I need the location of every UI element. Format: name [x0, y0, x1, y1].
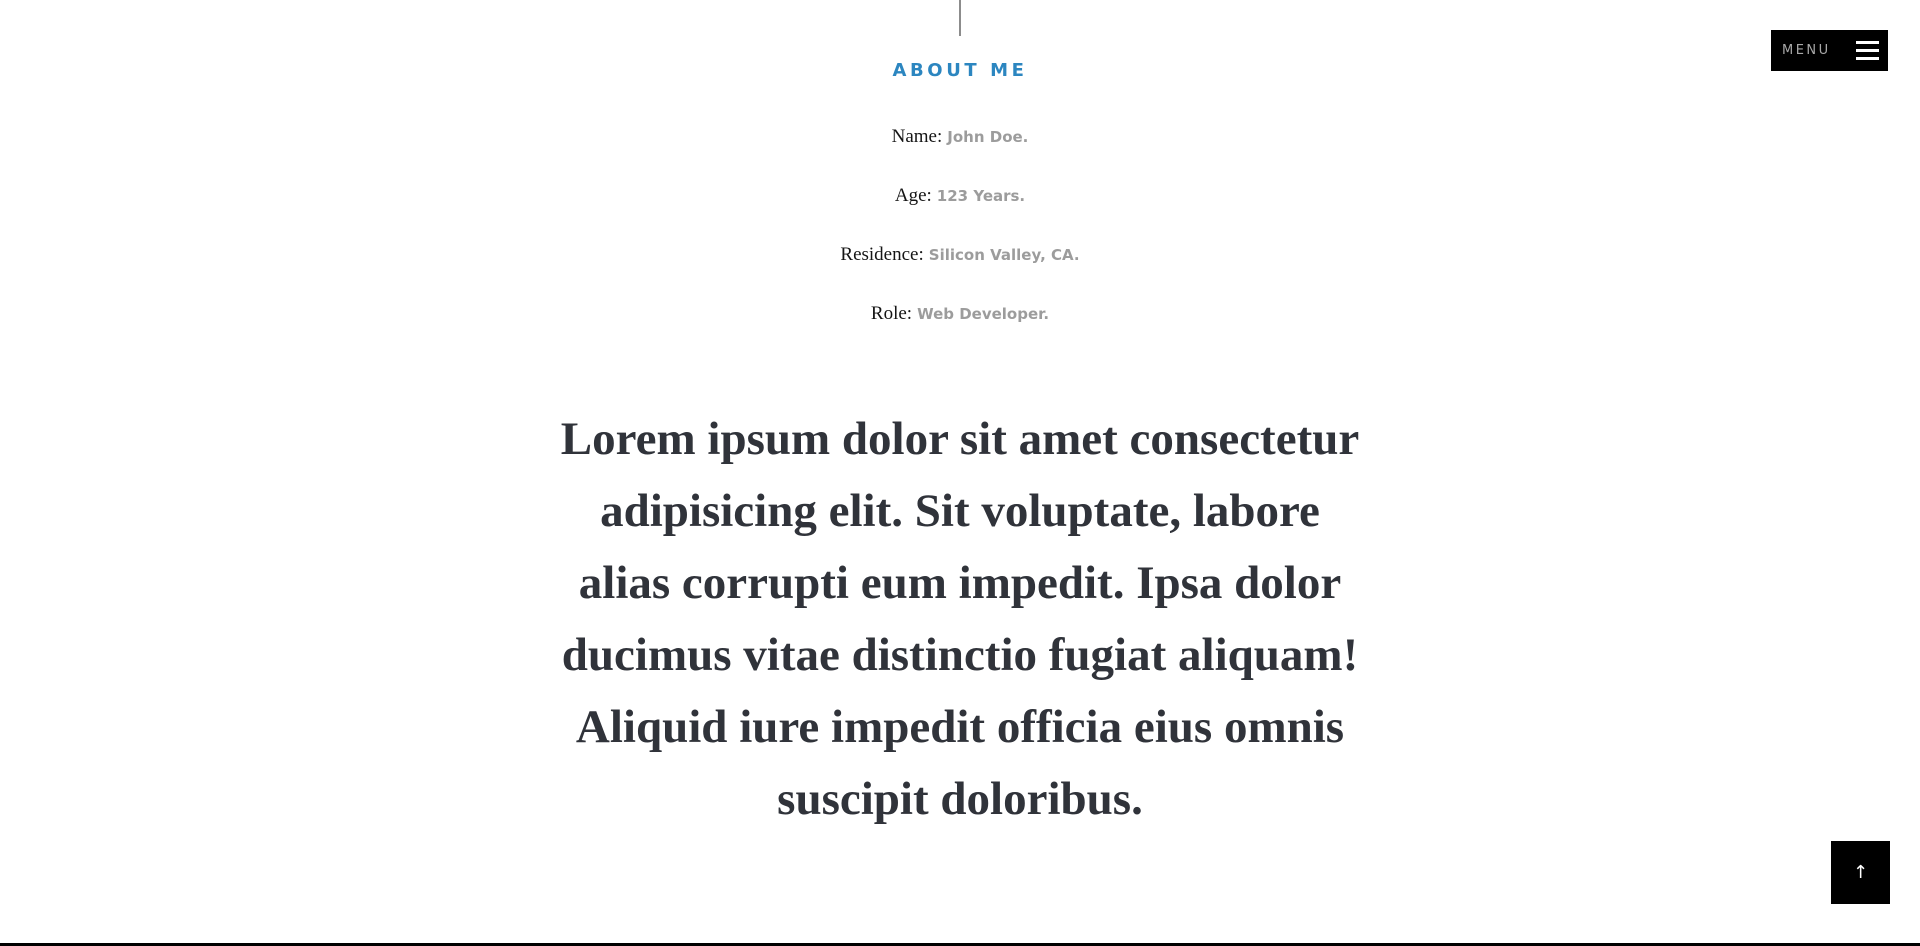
hamburger-icon: [1856, 41, 1879, 60]
info-label: Residence:: [840, 244, 924, 265]
info-label: Name:: [891, 126, 943, 147]
info-label: Role:: [870, 303, 913, 324]
info-value: 123 Years.: [936, 187, 1026, 205]
info-row-name: [0, 126, 1920, 148]
top-divider-line: [959, 0, 961, 36]
section-title: ABOUT ME: [892, 60, 1028, 81]
info-value: Web Developer.: [917, 305, 1050, 323]
info-value: John Doe.: [947, 128, 1029, 146]
menu-button[interactable]: [1771, 30, 1888, 71]
info-value: Silicon Valley, CA.: [928, 246, 1080, 264]
info-row-residence: [0, 244, 1920, 266]
arrow-up-icon: ↑: [1852, 862, 1869, 883]
scroll-to-top-button[interactable]: [1831, 841, 1890, 904]
menu-label: MENU: [1782, 43, 1831, 58]
info-row-age: [0, 185, 1920, 207]
info-row-role: [0, 303, 1920, 325]
intro-paragraph: Lorem ipsum dolor sit amet consectetur adipisicing elit. Sit voluptate, labore alias corrupti eum impedit. Ipsa dolor ducimus vitae distinctio fugiat aliquam! Aliquid iure impedit officia eius omnis suscipit doloribus.: [560, 413, 1360, 825]
info-label: Age:: [894, 185, 932, 206]
